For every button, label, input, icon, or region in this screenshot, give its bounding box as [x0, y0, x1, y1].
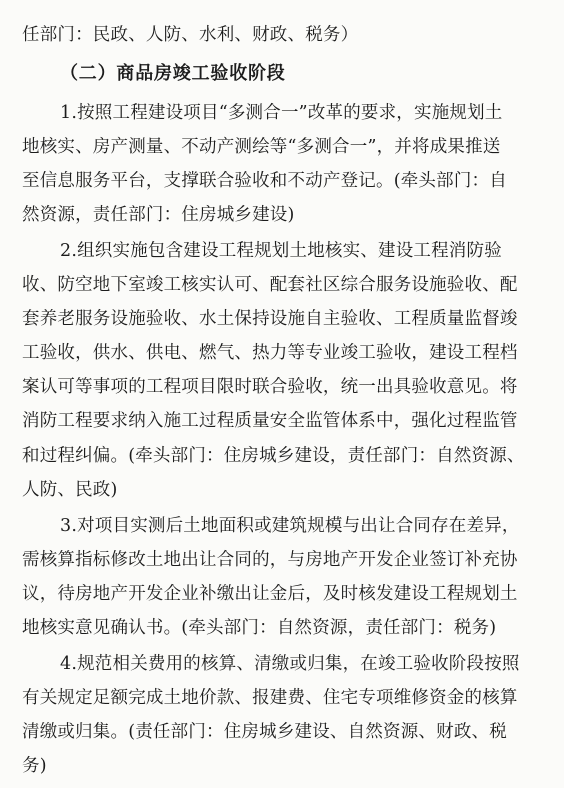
- paragraph-line: 然资源，责任部门：住房城乡建设): [22, 205, 295, 225]
- paragraph-line: 需核算指标修改土地出让合同的，与房地产开发企业签订补充协: [22, 550, 518, 570]
- paragraph-line: 有关规定足额完成土地价款、报建费、住宅专项维修资金的核算: [22, 688, 518, 708]
- paragraph-line: 3.对项目实测后土地面积或建筑规模与出让合同存在差异，: [60, 516, 520, 536]
- section-heading: （二）商品房竣工验收阶段: [60, 63, 286, 84]
- paragraph-line: 和过程纠偏。(牵头部门：住房城乡建设，责任部门：自然资源、: [22, 446, 525, 466]
- paragraph-line: 地核实、房产测量、不动产测绘等“多测合一”，并将成果推送: [22, 137, 501, 157]
- paragraph-line: 2.组织实施包含建设工程规划土地核实、建设工程消防验: [60, 241, 502, 261]
- paragraph-line: 消防工程要求纳入施工过程质量安全监管体系中，强化过程监管: [22, 411, 518, 431]
- paragraph-line: 人防、民政): [22, 480, 118, 500]
- paragraph-line: 议，待房地产开发企业补缴出让金后，及时核发建设工程规划土: [22, 584, 518, 604]
- paragraph-line: 务): [22, 756, 47, 776]
- paragraph-line: 工验收，供水、供电、燃气、热力等专业竣工验收，建设工程档: [22, 343, 518, 363]
- paragraph-line: 至信息服务平台，支撑联合验收和不动产登记。(牵头部门：自: [22, 171, 507, 191]
- paragraph-line: 1.按照工程建设项目“多测合一”改革的要求，实施规划土: [60, 103, 503, 123]
- paragraph-line: 案认可等事项的工程项目限时联合验收，统一出具验收意见。将: [22, 377, 518, 397]
- paragraph-line: 收、防空地下室竣工核实认可、配套社区综合服务设施验收、配: [22, 275, 518, 295]
- paragraph-line: 4.规范相关费用的核算、清缴或归集，在竣工验收阶段按照: [60, 654, 520, 674]
- text-line: 任部门：民政、人防、水利、财政、税务）: [22, 25, 359, 45]
- paragraph-line: 地核实意见确认书。(牵头部门：自然资源，责任部门：税务): [22, 618, 497, 638]
- paragraph-line: 套养老服务设施验收、水土保持设施自主验收、工程质量监督竣: [22, 309, 518, 329]
- paragraph-line: 清缴或归集。(责任部门：住房城乡建设、自然资源、财政、税: [22, 722, 507, 742]
